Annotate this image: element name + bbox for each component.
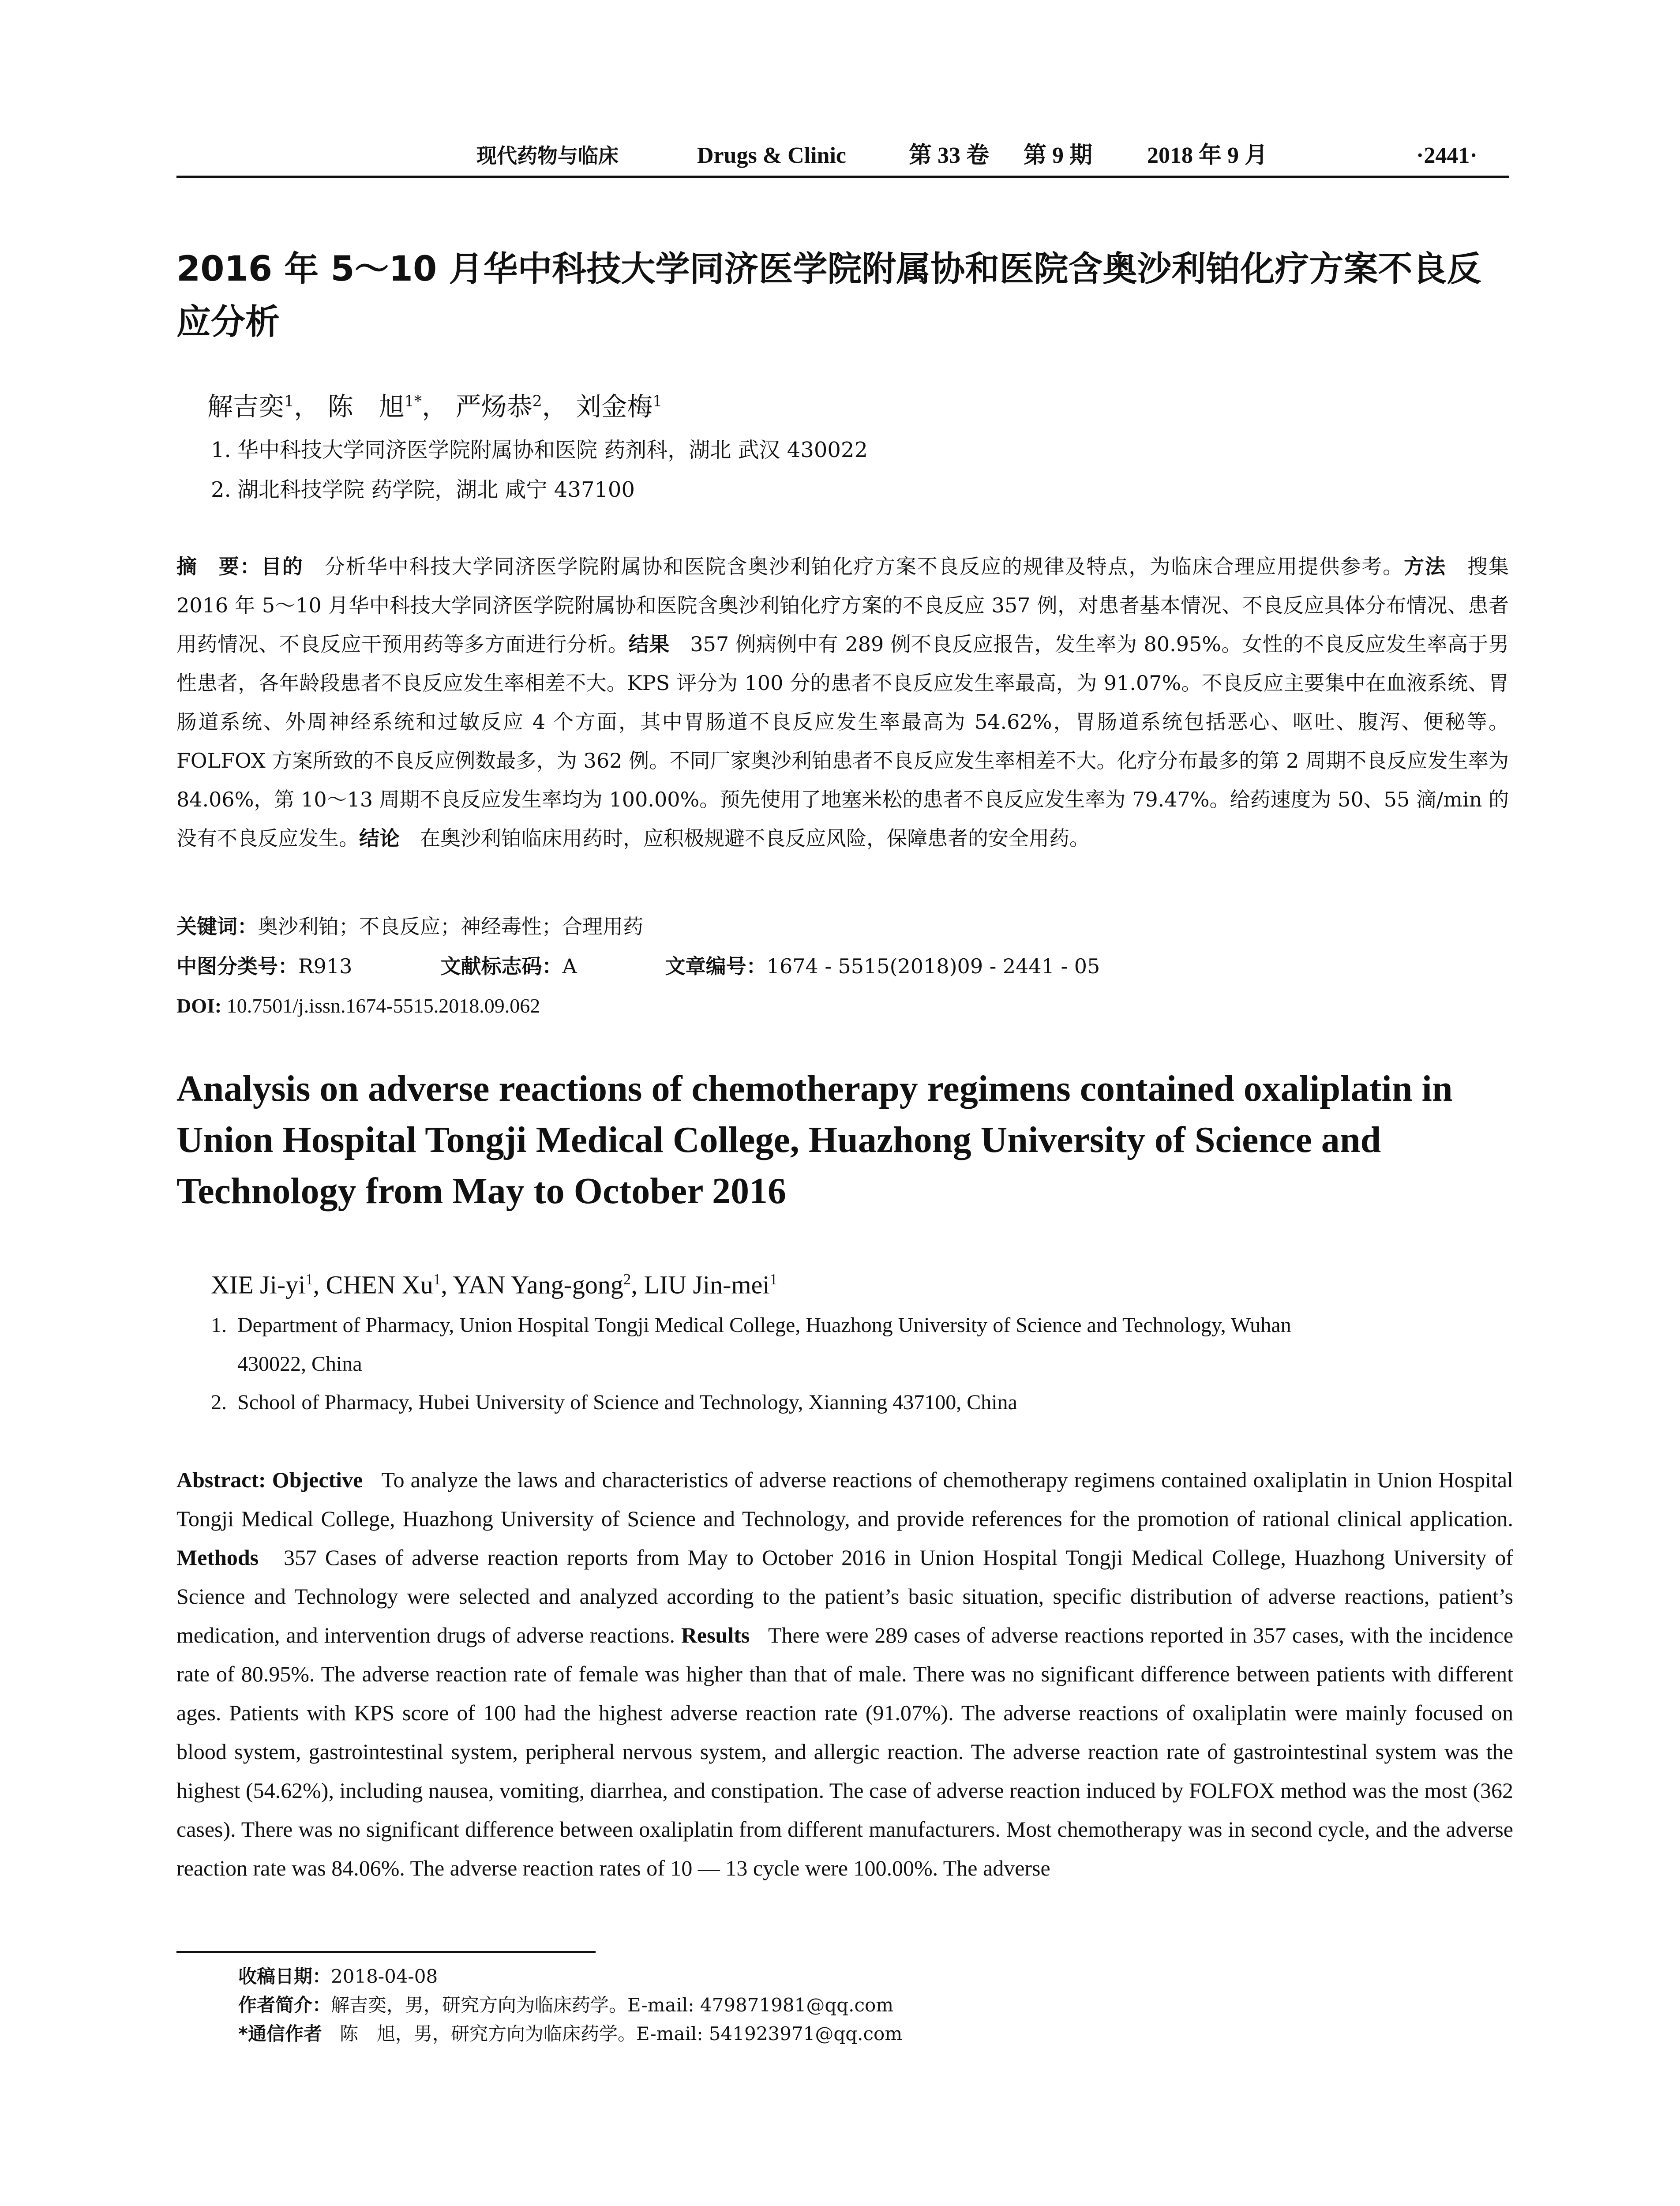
cn-author: 解吉奕: [207, 391, 285, 422]
objective-text: 分析华中科技大学同济医学院附属协和医院含奥沙利铂化疗方案不良反应的规律及特点，为临床合理应用提供参考。: [324, 555, 1404, 578]
cn-author: 刘金梅: [576, 391, 653, 422]
affiliation-text: 湖北科技学院 药学院，湖北 咸宁 437100: [237, 477, 635, 502]
en-affiliation: [211, 1306, 1517, 1384]
en-author: LIU Jin-mei: [644, 1270, 770, 1299]
received-label: 收稿日期：: [238, 1966, 331, 1987]
article-number: 1674 - 5515(2018)09 - 2441 - 05: [766, 954, 1100, 978]
cn-author-sup: 2: [532, 393, 542, 410]
volume: 第 33 卷: [909, 143, 990, 168]
en-author-list: XIE $Ji-yi^1$, CHEN Xu$^1$, YAN Yang-gong$^2$, LIU Jin-mei$^1$: [211, 1270, 777, 1299]
en-author: YAN Yang-gong: [453, 1270, 623, 1299]
methods-text: 搜集 2016 年 5～10 月华中科技大学同济医学院附属协和医院含奥沙利铂化疗方案的不良反应 357 例，对患者基本情况、不良反应具体分布情况、患者用药情况、不良反应干预用药等多方面进行分析。: [176, 555, 1509, 656]
footnote-divider: [176, 1951, 596, 1953]
cn-author-sup: 1: [652, 393, 663, 410]
bio-text: 解吉奕，男，研究方向为临床药学。E-mail: 479871981@qq.com: [331, 1994, 894, 2016]
cn-author: 严炀恭: [455, 391, 532, 422]
doc-code-label: 文献标志码：: [440, 954, 562, 978]
cn-author-list: 解吉奕$^1$， 陈 旭$^{1*}$， 严炀恭$^2$， 刘金梅$^1$: [207, 391, 663, 422]
results-label: 结果: [628, 632, 670, 656]
clc-number: R913: [298, 954, 352, 978]
received-date: 2018-04-08: [331, 1966, 438, 1987]
en-affiliation: [211, 1383, 1517, 1422]
keywords-line: [176, 909, 1509, 944]
cn-abstract: [176, 547, 1509, 858]
corr-text: 陈 旭，男，研究方向为临床药学。E-mail: 541923971@qq.com: [340, 2023, 903, 2045]
affiliation-number: 1.: [211, 1313, 227, 1337]
cn-affiliation: [211, 472, 1508, 507]
issue-date: 2018 年 9 月: [1147, 143, 1268, 168]
affiliation-number: 1.: [211, 438, 231, 462]
en-results-label: Results: [681, 1623, 750, 1647]
affiliation-text: 华中科技大学同济医学院附属协和医院 药剂科，湖北 武汉 430022: [237, 438, 868, 462]
doi: 10.7501/j.issn.1674-5515.2018.09.062: [226, 994, 540, 1017]
classification-line: [176, 949, 1509, 984]
doi-label: DOI:: [176, 994, 222, 1017]
footnote-author-bio: [238, 1992, 893, 2018]
affiliation-text-cont: 430022, China: [237, 1352, 362, 1376]
affiliation-number: 2.: [211, 477, 231, 502]
affiliation-number: 2.: [211, 1391, 227, 1414]
clc-label: 中图分类号：: [176, 954, 298, 978]
footnote-received: [238, 1963, 438, 1990]
affiliation-text: Department of Pharmacy, Union Hospital Tongji Medical College, Huazhong University of Science and Technology, Wuhan: [237, 1313, 1291, 1337]
en-methods-text: 357 Cases of adverse reaction reports from May to October 2016 in Union Hospital Tongji Medical College, Huazhong University of Science and Technology were selected and analyzed according to the patient’s basic situation, specific distribution of adverse reactions, patient’s medication, and intervention drugs of adverse reactions.: [176, 1545, 1513, 1647]
journal-name-cn: 现代药物与临床: [476, 144, 619, 168]
corr-label: *通信作者: [238, 2023, 322, 2045]
en-results-text: There were 289 cases of adverse reactions reported in 357 cases, with the incidence rate of 80.95%. The adverse reaction rate of female was higher than that of male. There was no significant difference between patients with different ages. Patients with KPS score of 100 had the highest adverse reaction rate (91.07%). The adverse reactions of oxaliplatin were mainly focused on blood system, gastrointestinal system, peripheral nervous system, and allergic reaction. The adverse reaction rate of gastrointestinal system was the highest (54.62%), including nausea, vomiting, diarrhea, and constipation. The case of adverse reaction induced by FOLFOX method was the most (362 cases). There was no significant difference between oxaliplatin from different manufacturers. Most chemotherapy was in second cycle, and the adverse reaction rate was 84.06%. The adverse reaction rates of 10 — 13 cycle were 100.00%. The adverse: [176, 1623, 1514, 1880]
en-abstract-label: Abstract: Objective: [176, 1467, 363, 1492]
conclusion-text: 在奥沙利铂临床用药时，应积极规避不良反应风险，保障患者的安全用药。: [420, 826, 1090, 850]
issue: 第 9 期: [1024, 143, 1093, 168]
abstract-label: 摘 要：: [176, 555, 261, 578]
en-author: CHEN Xu: [326, 1270, 433, 1299]
doi-line: [176, 988, 1509, 1024]
en-author: XIE Ji-yi: [211, 1270, 306, 1299]
en-abstract: [176, 1460, 1513, 1887]
results-text: 357 例病例中有 289 例不良反应报告，发生率为 80.95%。女性的不良反应发生率高于男性患者，各年龄段患者不良反应发生率相差不大。KPS 评分为 100 分的患者不良反应发生率最高，为 91.07%。不良反应主要集中在血液系统、胃肠道系统、外周神经系统和过敏反应 4 个方面，其中胃肠道不良反应发生率最高为 54.62%，胃肠道系统包括恶心、呕吐、腹泻、便秘等。FOLFOX 方案所致的不良反应例数最多，为 362 例。不同厂家奥沙利铂患者不良反应发生率相差不大。化疗分布最多的第 2 周期不良反应发生率为 84.06%，第 10～13 周期不良反应发生率均为 100.00%。预先使用了地塞米松的患者不良反应发生率为 79.47%。给药速度为 50、55 滴/min 的没有不良反应发生。: [176, 632, 1509, 850]
en-objective-text: To analyze the laws and characteristics of adverse reactions of chemotherapy regimens contained oxaliplatin in Union Hospital Tongji Medical College, Huazhong University of Science and Technology, and provide references for the promotion of rational clinical application.: [176, 1467, 1513, 1531]
journal-name-en: Drugs & Clinic: [697, 143, 846, 168]
bio-label: 作者简介：: [238, 1994, 331, 2016]
cn-title: 2016 年 5～10 月华中科技大学同济医学院附属协和医院含奥沙利铂化疗方案不良反应分析: [176, 249, 1481, 342]
keywords-label: 关键词：: [176, 915, 258, 938]
doc-code: A: [562, 954, 577, 978]
cn-author-sup: 1: [284, 393, 294, 410]
running-header: [176, 140, 1509, 178]
page-number: ·2441·: [1416, 143, 1478, 168]
en-author-sup: 1: [433, 1271, 441, 1288]
en-methods-label: Methods: [176, 1545, 259, 1570]
article-no-label: 文章编号：: [665, 954, 767, 978]
footnote-corresponding: [238, 2021, 902, 2047]
en-author-sup: 1: [305, 1271, 313, 1288]
en-title: Analysis on adverse reactions of chemotherapy regimens contained oxaliplatin in Union Hospital Tongji Medical College, Huazhong University of Science and Technology from May to October 2016: [176, 1068, 1453, 1212]
en-author-sup: 2: [623, 1271, 631, 1288]
conclusion-label: 结论: [359, 826, 400, 850]
en-author-sup: 1: [769, 1271, 777, 1288]
cn-author-sup: 1*: [404, 393, 422, 410]
keywords: 奥沙利铂；不良反应；神经毒性；合理用药: [258, 915, 643, 938]
methods-label: 方法: [1404, 555, 1447, 578]
objective-label: 目的: [261, 555, 304, 578]
cn-author: 陈 旭: [327, 391, 405, 422]
affiliation-text: School of Pharmacy, Hubei University of Science and Technology, Xianning 437100, China: [237, 1391, 1017, 1414]
cn-affiliation: [211, 432, 1508, 468]
